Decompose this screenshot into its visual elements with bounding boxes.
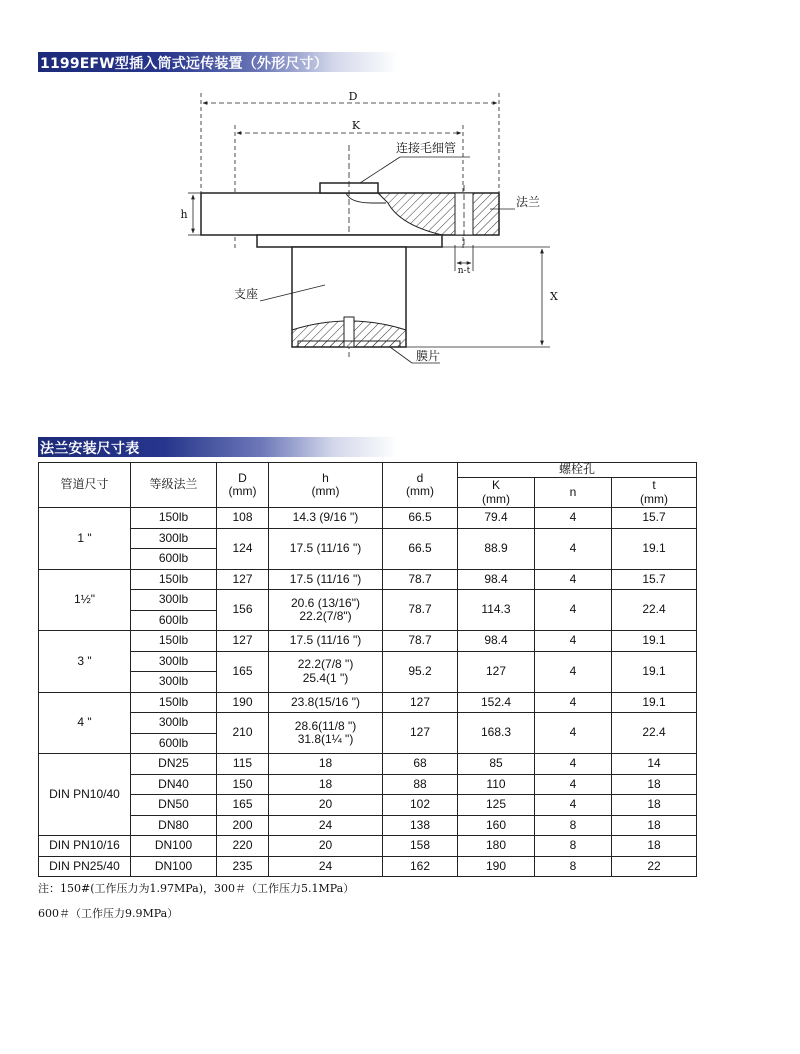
header-D: D (mm): [217, 463, 269, 508]
d-cell: 68: [383, 754, 458, 775]
K-cell: 85: [458, 754, 535, 775]
diaphragm-label: 膜片: [416, 349, 441, 363]
d-cell: 102: [383, 795, 458, 816]
D-cell: 210: [217, 713, 269, 754]
K-cell: 160: [458, 815, 535, 836]
K-cell: 88.9: [458, 528, 535, 569]
d-cell: 138: [383, 815, 458, 836]
table-row: [39, 836, 697, 857]
n-cell: 4: [535, 569, 612, 590]
table-row: [39, 754, 697, 775]
D-cell: 115: [217, 754, 269, 775]
D-cell: 127: [217, 569, 269, 590]
dim-h-label: h: [180, 208, 188, 221]
t-cell: 18: [612, 774, 697, 795]
dim-K-label: K: [351, 119, 361, 132]
t-cell: 22.4: [612, 590, 697, 631]
K-cell: 114.3: [458, 590, 535, 631]
h-cell: 18: [269, 754, 383, 775]
grade-cell: 600lb: [131, 549, 217, 570]
flange-edge-hatch: [473, 193, 499, 235]
h-cell: 17.5 (11/16 "): [269, 569, 383, 590]
D-cell: 165: [217, 651, 269, 692]
t-cell: 19.1: [612, 692, 697, 713]
pipe-size-cell: DIN PN25/40: [39, 856, 131, 877]
n-cell: 8: [535, 856, 612, 877]
K-cell: 152.4: [458, 692, 535, 713]
K-cell: 98.4: [458, 569, 535, 590]
grade-cell: DN40: [131, 774, 217, 795]
table-row: [39, 528, 697, 549]
flange-label: 法兰: [516, 195, 541, 209]
n-cell: 4: [535, 631, 612, 652]
table-row: [39, 774, 697, 795]
grade-cell: 300lb: [131, 528, 217, 549]
n-cell: 4: [535, 528, 612, 569]
t-cell: 18: [612, 795, 697, 816]
d-cell: 162: [383, 856, 458, 877]
note-line-1: 注：150#(工作压力为1.97MPa)，300＃（工作压力5.1MPa）: [38, 882, 355, 895]
grade-cell: 600lb: [131, 733, 217, 754]
h-cell: 22.2(7/8 ") 25.4(1 "): [269, 651, 383, 692]
d-cell: 158: [383, 836, 458, 857]
pipe-size-cell: DIN PN10/16: [39, 836, 131, 857]
support-label: 支座: [234, 287, 259, 301]
D-cell: 108: [217, 508, 269, 529]
K-cell: 168.3: [458, 713, 535, 754]
t-cell: 22.4: [612, 713, 697, 754]
h-cell: 20: [269, 836, 383, 857]
grade-cell: DN100: [131, 836, 217, 857]
D-cell: 235: [217, 856, 269, 877]
d-cell: 95.2: [383, 651, 458, 692]
n-cell: 4: [535, 774, 612, 795]
pipe-size-cell: DIN PN10/40: [39, 754, 131, 836]
table-row: [39, 856, 697, 877]
K-cell: 190: [458, 856, 535, 877]
t-cell: 14: [612, 754, 697, 775]
n-cell: 8: [535, 815, 612, 836]
flange-dimension-table: [38, 462, 697, 877]
grade-cell: 300lb: [131, 672, 217, 693]
t-cell: 18: [612, 815, 697, 836]
D-cell: 165: [217, 795, 269, 816]
table-row: [39, 631, 697, 652]
d-cell: 127: [383, 713, 458, 754]
table-row: [39, 590, 697, 611]
capillary-label: 连接毛细管: [396, 141, 457, 155]
pipe-size-cell: 3 ": [39, 631, 131, 693]
section-title: 1199EFW型插入筒式远传装置（外形尺寸）: [40, 56, 328, 72]
header-bolt-holes: 螺栓孔: [458, 463, 697, 478]
D-cell: 127: [217, 631, 269, 652]
h-cell: 14.3 (9/16 "): [269, 508, 383, 529]
support-plate: [257, 235, 442, 247]
table-row: [39, 795, 697, 816]
header-pipe-size: 管道尺寸: [39, 463, 131, 508]
h-cell: 23.8(15/16 "): [269, 692, 383, 713]
table-row: [39, 713, 697, 734]
K-cell: 98.4: [458, 631, 535, 652]
K-cell: 180: [458, 836, 535, 857]
h-cell: 17.5 (11/16 "): [269, 631, 383, 652]
grade-cell: 150lb: [131, 569, 217, 590]
d-cell: 78.7: [383, 631, 458, 652]
K-cell: 127: [458, 651, 535, 692]
t-cell: 22: [612, 856, 697, 877]
t-cell: 19.1: [612, 651, 697, 692]
n-cell: 8: [535, 836, 612, 857]
t-cell: 15.7: [612, 508, 697, 529]
D-cell: 200: [217, 815, 269, 836]
header-flange-grade: 等级法兰: [131, 463, 217, 508]
t-cell: 18: [612, 836, 697, 857]
header-t: t (mm): [612, 478, 697, 508]
table-row: [39, 508, 697, 529]
pipe-size-cell: 1 ": [39, 508, 131, 570]
t-cell: 19.1: [612, 528, 697, 569]
header-n: n: [535, 478, 612, 508]
D-cell: 220: [217, 836, 269, 857]
pipe-size-cell: 4 ": [39, 692, 131, 754]
d-cell: 66.5: [383, 508, 458, 529]
h-cell: 20: [269, 795, 383, 816]
grade-cell: DN100: [131, 856, 217, 877]
D-cell: 150: [217, 774, 269, 795]
section-title: 法兰安装尺寸表: [40, 441, 140, 457]
header-d: d (mm): [383, 463, 458, 508]
n-cell: 4: [535, 795, 612, 816]
t-cell: 19.1: [612, 631, 697, 652]
n-cell: 4: [535, 508, 612, 529]
d-cell: 127: [383, 692, 458, 713]
note-line-2: 600＃（工作压力9.9MPa）: [38, 907, 179, 920]
h-cell: 28.6(11/8 ") 31.8(1¼ "): [269, 713, 383, 754]
h-cell: 18: [269, 774, 383, 795]
header-h: h (mm): [269, 463, 383, 508]
grade-cell: 150lb: [131, 508, 217, 529]
n-cell: 4: [535, 713, 612, 754]
n-cell: 4: [535, 590, 612, 631]
grade-cell: DN80: [131, 815, 217, 836]
grade-cell: DN50: [131, 795, 217, 816]
n-cell: 4: [535, 692, 612, 713]
h-cell: 24: [269, 856, 383, 877]
grade-cell: 150lb: [131, 692, 217, 713]
h-cell: 24: [269, 815, 383, 836]
dim-nt-label: n-t: [457, 266, 471, 276]
dimension-drawing: [150, 85, 570, 385]
D-cell: 190: [217, 692, 269, 713]
diaphragm: [298, 341, 400, 347]
dim-X-label: X: [550, 290, 558, 303]
grade-cell: 300lb: [131, 590, 217, 611]
table-row: [39, 569, 697, 590]
grade-cell: 300lb: [131, 713, 217, 734]
grade-cell: 300lb: [131, 651, 217, 672]
table-row: [39, 651, 697, 672]
d-cell: 66.5: [383, 528, 458, 569]
grade-cell: DN25: [131, 754, 217, 775]
dim-D-label: D: [348, 90, 358, 103]
K-cell: 79.4: [458, 508, 535, 529]
t-cell: 15.7: [612, 569, 697, 590]
pipe-size-cell: 1½": [39, 569, 131, 631]
K-cell: 110: [458, 774, 535, 795]
section-title-banner: [38, 52, 398, 72]
d-cell: 88: [383, 774, 458, 795]
D-cell: 156: [217, 590, 269, 631]
grade-cell: 600lb: [131, 610, 217, 631]
section-title-banner: [38, 437, 398, 457]
d-cell: 78.7: [383, 590, 458, 631]
n-cell: 4: [535, 651, 612, 692]
n-cell: 4: [535, 754, 612, 775]
D-cell: 124: [217, 528, 269, 569]
d-cell: 78.7: [383, 569, 458, 590]
header-K: K (mm): [458, 478, 535, 508]
h-cell: 17.5 (11/16 "): [269, 528, 383, 569]
grade-cell: 150lb: [131, 631, 217, 652]
table-row: [39, 692, 697, 713]
table-row: [39, 815, 697, 836]
K-cell: 125: [458, 795, 535, 816]
h-cell: 20.6 (13/16") 22.2(7/8"): [269, 590, 383, 631]
